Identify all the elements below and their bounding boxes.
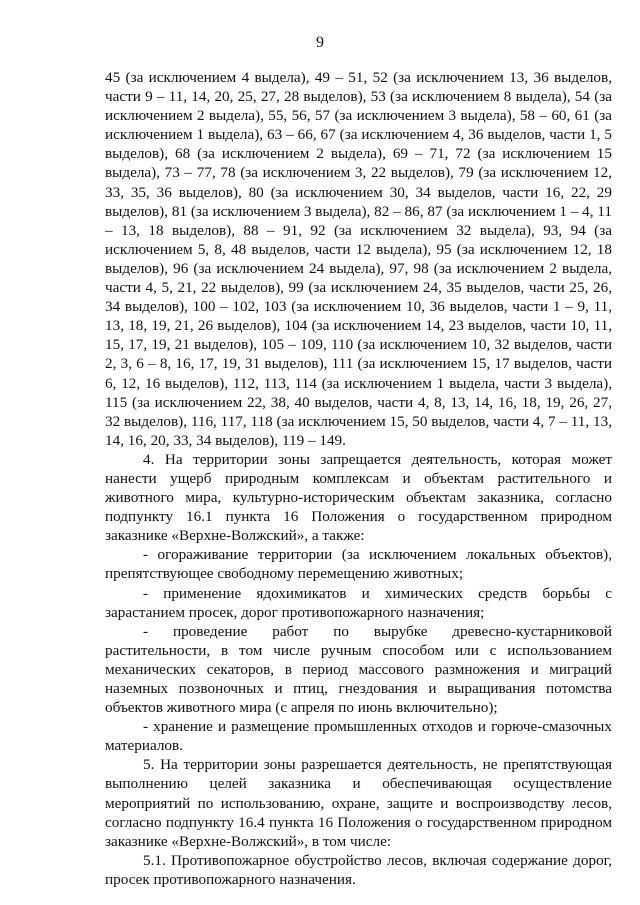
list-item-waste-storage: - хранение и размещение промышленных отходов и горюче-смазочных материалов.: [105, 718, 612, 755]
document-body: [105, 68, 612, 889]
paragraph-permitted-activities: 5. На территории зоны разрешается деятельность, не препятствующая выполнению целей заказника и обеспечивающая осуществление мероприятий по использованию, охране, защите и воспроизводству лесов, согласно подпункту 16.4 пункта 16 Положения о государственном природном заказнике «Верхне-Волжский», в том числе:: [105, 756, 612, 850]
paragraph-fire-protection: 5.1. Противопожарное обустройство лесов, включая содержание дорог, просек противопожарного назначения.: [105, 851, 612, 888]
paragraph-quarter-list: 45 (за исключением 4 выдела), 49 – 51, 52 (за исключением 13, 36 выделов, части 9 – 11, 14, 20, 25, 27, 28 выделов), 53 (за исключением 8 выдела), 54 (за исключением 2 выдела), 55, 56, 57 (за исключением 3 выдела), 58 – 60, 61 (за исключением 1 выдела), 63 – 66, 67 (за исключением 4, 36 выделов, части 1, 5 выделов), 68 (за исключением 2 выдела), 69 – 71, 72 (за исключением 15 выдела), 73 – 77, 78 (за исключением 3, 22 выделов), 79 (за исключением 12, 33, 35, 36 выделов), 80 (за исключением 30, 34 выделов, части 16, 22, 29 выделов), 81 (за исключением 3 выдела), 82 – 86, 87 (за исключением 1 – 4, 11 – 13, 18 выделов), 88 – 91, 92 (за исключением 32 выдела), 93, 94 (за исключением 5, 8, 48 выделов, части 12 выдела), 95 (за исключением 12, 18 выделов), 96 (за исключением 24 выдела), 97, 98 (за исключением 2 выдела, части 4, 5, 21, 22 выделов), 99 (за исключением 24, 35 выделов, части 25, 26, 34 выделов), 100 – 102, 103 (за исключением 10, 36 выделов, части 1 – 9, 11, 13, 18, 19, 21, 26 выделов), 104 (за исключением 14, 23 выделов, части 10, 11, 15, 17, 19, 21 выделов), 105 – 109, 110 (за исключением 10, 32 выделов, части 2, 3, 6 – 8, 16, 17, 19, 31 выделов), 111 (за исключением 15, 17 выделов, части 6, 12, 16 выделов), 112, 113, 114 (за исключением 1 выдела, части 3 выдела), 115 (за исключением 22, 38, 40 выделов, части 4, 8, 13, 14, 16, 18, 19, 26, 27, 32 выделов), 116, 117, 118 (за исключением 15, 50 выделов, части 4, 7 – 11, 13, 14, 16, 20, 33, 34 выделов), 119 – 149.: [105, 69, 612, 449]
list-item-fencing: - огораживание территории (за исключением локальных объектов), препятствующее свободному перемещению животных;: [105, 546, 612, 583]
paragraph-prohibited-activities: 4. На территории зоны запрещается деятельность, которая может нанести ущерб природным комплексам и объектам растительного и животного мира, культурно-историческим объектам заказника, согласно подпункту 16.1 пункта 16 Положения о государственном природном заказнике «Верхне-Волжский», а также:: [105, 450, 612, 545]
list-item-cutting-works: - проведение работ по вырубке древесно-кустарниковой растительности, в том числе ручным способом или с использованием механических секаторов, в период массового размножения и миграций наземных позвоночных и птиц, гнездования и выращивания потомства объектов животного мира (с апреля по июнь включительно);: [105, 622, 612, 717]
list-item-chemicals: - применение ядохимикатов и химических средств борьбы с зарастанием просек, дорог противопожарного назначения;: [105, 584, 612, 621]
page-number: 9: [316, 34, 324, 51]
